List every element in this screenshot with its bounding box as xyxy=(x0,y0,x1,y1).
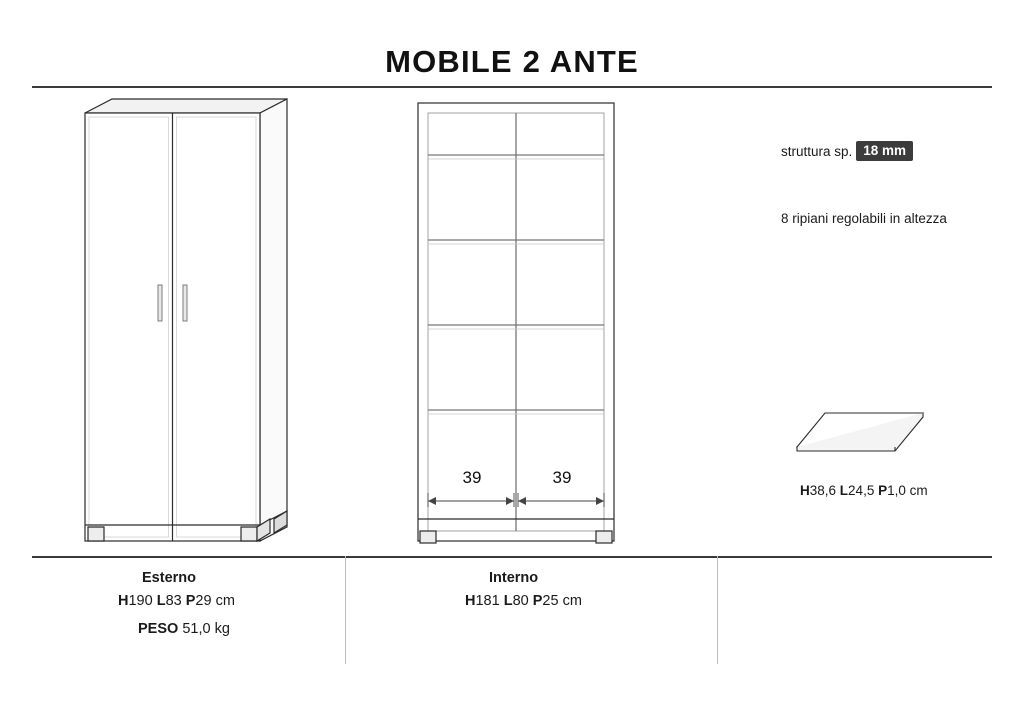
shelf-piece-dimensions xyxy=(800,483,928,498)
page-title: MOBILE 2 ANTE xyxy=(385,44,639,79)
int-dim-h-key: H xyxy=(465,593,476,609)
shelf-dim-l-value: 24,5 xyxy=(848,483,875,498)
shelf-dim-l-key: L xyxy=(839,483,849,498)
int-dim-l-key: L xyxy=(503,593,513,609)
exterior-caption-title: Esterno xyxy=(142,570,196,586)
weight-value: 51,0 kg xyxy=(182,621,230,637)
structure-thickness-row xyxy=(781,142,913,162)
inner-width-left-label: 39 xyxy=(462,468,482,487)
shelf-dim-p-value: 1,0 xyxy=(887,483,906,498)
ext-dim-h-key: H xyxy=(118,593,129,609)
exterior-dimensions xyxy=(118,593,235,609)
int-dim-p-value: 25 xyxy=(542,593,559,609)
interior-caption-title: Interno xyxy=(489,570,539,586)
int-dim-l-value: 80 xyxy=(512,593,529,609)
caption-separator-1 xyxy=(345,556,346,664)
structure-thickness-badge: 18 mm xyxy=(856,141,913,161)
interior-dimensions xyxy=(465,593,582,609)
int-dim-p-key: P xyxy=(532,593,543,609)
shelf-dim-unit: cm xyxy=(909,483,928,498)
structure-thickness-label: struttura sp. xyxy=(781,144,853,159)
ext-dim-p-key: P xyxy=(185,593,196,609)
shelf-dim-h-value: 38,6 xyxy=(809,483,837,498)
caption-separator-2 xyxy=(717,556,718,664)
shelf-piece-drawing xyxy=(795,405,930,465)
int-dim-unit: cm xyxy=(562,593,582,609)
ext-dim-h-value: 190 xyxy=(128,593,153,609)
shelf-dim-p-key: P xyxy=(878,483,888,498)
divider-bottom xyxy=(32,556,992,558)
weight-label: PESO xyxy=(138,621,179,637)
ext-dim-l-key: L xyxy=(156,593,166,609)
ext-dim-unit: cm xyxy=(215,593,235,609)
shelves-note: 8 ripiani regolabili in altezza xyxy=(781,211,947,226)
divider-top xyxy=(32,86,992,88)
int-dim-h-value: 181 xyxy=(475,593,500,609)
inner-width-right-label: 39 xyxy=(552,468,572,487)
ext-dim-p-value: 29 xyxy=(195,593,212,609)
exterior-view-drawing xyxy=(55,95,315,555)
shelf-dim-h-key: H xyxy=(800,483,810,498)
exterior-weight xyxy=(138,621,230,637)
ext-dim-l-value: 83 xyxy=(165,593,182,609)
